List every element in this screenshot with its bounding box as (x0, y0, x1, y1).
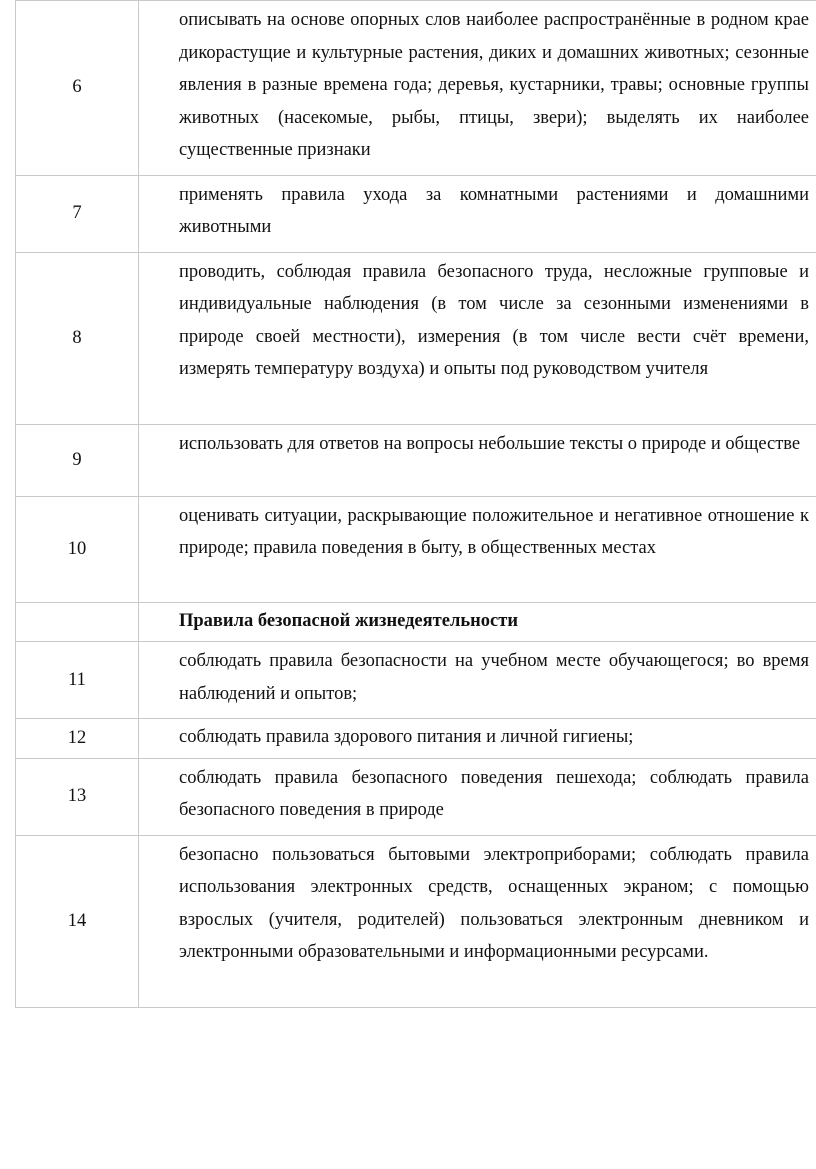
table-row (16, 496, 816, 602)
row-number: 7 (16, 175, 139, 252)
table-row (16, 642, 816, 719)
table-row (16, 719, 816, 759)
row-number: 10 (16, 496, 139, 602)
row-number: 6 (16, 1, 139, 176)
row-number: 13 (16, 758, 139, 835)
row-number: 8 (16, 252, 139, 424)
row-text: проводить, соблюдая правила безопасного труда, несложные групповые и индивидуальные наблюдения (в том числе за сезонными изменениями в природе своей местности), измерения (в том числе вести счёт времени, измерять температуру воздуха) и опыты под руководством учителя (139, 252, 816, 424)
document-page (15, 0, 816, 1008)
table-row (16, 424, 816, 496)
row-number: 12 (16, 719, 139, 759)
row-text: соблюдать правила безопасного поведения пешехода; соблюдать правила безопасного поведения в природе (139, 758, 816, 835)
table-row (16, 252, 816, 424)
requirements-table (15, 0, 816, 1008)
row-text: соблюдать правила безопасности на учебном месте обучающегося; во время наблюдений и опытов; (139, 642, 816, 719)
row-text: безопасно пользоваться бытовыми электроприборами; соблюдать правила использования электронных средств, оснащенных экраном; с помощью взрослых (учителя, родителей) пользоваться электронным дневником и электронными образовательными и информационными ресурсами. (139, 835, 816, 1007)
row-number (16, 602, 139, 642)
row-text: соблюдать правила здорового питания и личной гигиены; (139, 719, 816, 759)
section-header-row (16, 602, 816, 642)
row-text: описывать на основе опорных слов наиболее распространённые в родном крае дикорастущие и культурные растения, диких и домашних животных; сезонные явления в разные времена года; деревья, кустарники, травы; основные группы животных (насекомые, рыбы, птицы, звери); выделять их наиболее существенные признаки (139, 1, 816, 176)
table-row (16, 835, 816, 1007)
table-row (16, 758, 816, 835)
row-number: 9 (16, 424, 139, 496)
row-text: применять правила ухода за комнатными растениями и домашними животными (139, 175, 816, 252)
row-number: 11 (16, 642, 139, 719)
section-title: Правила безопасной жизнедеятельности (139, 602, 816, 642)
table-row (16, 175, 816, 252)
table-row (16, 1, 816, 176)
row-text: оценивать ситуации, раскрывающие положительное и негативное отношение к природе; правила поведения в быту, в общественных местах (139, 496, 816, 602)
row-text: использовать для ответов на вопросы небольшие тексты о природе и обществе (139, 424, 816, 496)
row-number: 14 (16, 835, 139, 1007)
